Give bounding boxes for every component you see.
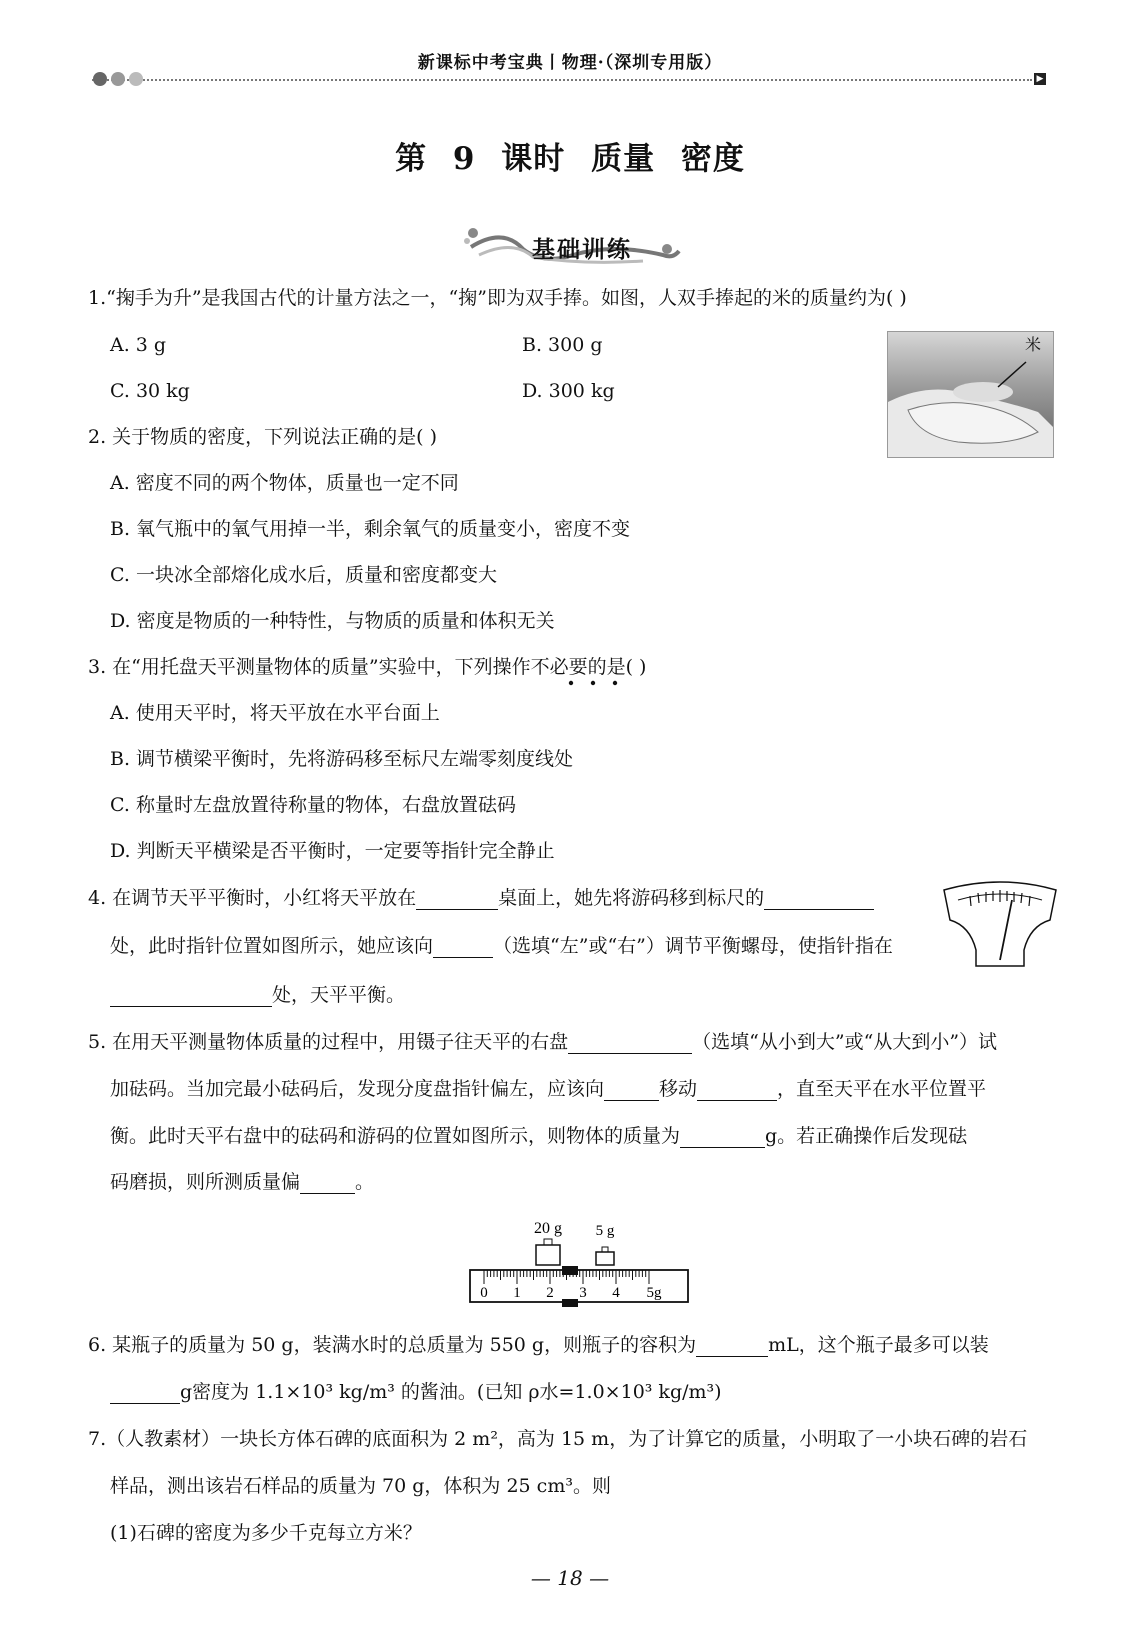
- q5-blank-2[interactable]: [604, 1080, 659, 1101]
- q1-option-d: D. 300 kg: [522, 380, 615, 402]
- q5-text-4: 移动: [659, 1078, 698, 1100]
- q5-text-8: 码磨损，则所测质量偏: [110, 1171, 301, 1193]
- q3-option-b: B. 调节横梁平衡时，先将游码移至标尺左端零刻度线处: [110, 748, 574, 770]
- q4-text-1: 4. 在调节天平平衡时，小红将天平放在: [88, 887, 417, 909]
- rice-label: 米: [1025, 335, 1042, 354]
- q7-line3: (1)石碑的密度为多少千克每立方米？: [110, 1522, 422, 1544]
- q1-option-a: A. 3 g: [110, 334, 167, 356]
- tick-label: 1: [513, 1285, 521, 1301]
- q4-text-4: （选填“左”或“右”）调节平衡螺母，使指针指在: [493, 935, 893, 957]
- q2-option-a: A. 密度不同的两个物体，质量也一定不同: [110, 472, 459, 494]
- q5-text-3: 加砝码。当加完最小砝码后，发现分度盘指针偏左，应该向: [110, 1078, 605, 1100]
- lesson-title: 第 9 课时 质量 密度: [395, 141, 745, 177]
- q6-line1: [88, 1333, 989, 1357]
- rider-bottom: [562, 1299, 578, 1307]
- q5-blank-1[interactable]: [568, 1033, 692, 1054]
- q4-blank-1[interactable]: [416, 889, 498, 910]
- q5-text-7: g。若正确操作后发现砝: [765, 1125, 968, 1147]
- q2-option-c: C. 一块冰全部熔化成水后，质量和密度都变大: [110, 564, 497, 586]
- weights-and-scale-figure: [460, 1215, 700, 1310]
- q5-line1: [88, 1030, 997, 1054]
- q3-option-c: C. 称量时左盘放置待称量的物体，右盘放置砝码: [110, 794, 516, 816]
- q4-text-3: 处，此时指针位置如图所示，她应该向: [110, 935, 434, 957]
- q6-text-1: 6. 某瓶子的质量为 50 g，装满水时的总质量为 550 g，则瓶子的容积为: [88, 1334, 697, 1356]
- emphasis-dots: [563, 679, 623, 687]
- q6-text-3: g密度为 1.1×10³ kg/m³ 的酱油。(已知 ρ水=1.0×10³ kg/m³): [180, 1381, 722, 1403]
- q4-line3: [110, 983, 405, 1007]
- tick-label: 4: [612, 1285, 620, 1301]
- q6-blank-2[interactable]: [110, 1383, 180, 1404]
- q3-option-a: A. 使用天平时，将天平放在水平台面上: [110, 702, 440, 724]
- q5-blank-3[interactable]: [697, 1080, 777, 1101]
- q3-stem: 3. 在“用托盘天平测量物体的质量”实验中，下列操作不必要的是( ): [88, 656, 647, 678]
- q1-stem: 1.“掬手为升”是我国古代的计量方法之一，“掬”即为双手捧。如图，人双手捧起的米的质量约为( ): [88, 287, 907, 309]
- q4-text-5: 处，天平平衡。: [272, 984, 406, 1006]
- q5-blank-4[interactable]: [680, 1127, 765, 1148]
- q2-stem: 2. 关于物质的密度，下列说法正确的是( ): [88, 426, 438, 448]
- q5-line2: [110, 1077, 986, 1101]
- header-dot-icon: [111, 72, 125, 86]
- q1-option-b: B. 300 g: [522, 334, 603, 356]
- q5-blank-5[interactable]: [300, 1173, 355, 1194]
- q7-line1: 7.（人教素材）一块长方体石碑的底面积为 2 m²，高为 15 m，为了计算它的质量，小明取了一小块石碑的岩石: [88, 1428, 1028, 1450]
- q2-option-d: D. 密度是物质的一种特性，与物质的质量和体积无关: [110, 610, 555, 632]
- tick-label: 5g: [646, 1285, 662, 1301]
- q5-text-9: 。: [355, 1171, 375, 1193]
- q6-text-2: mL，这个瓶子最多可以装: [768, 1334, 989, 1356]
- q4-line1: [88, 886, 874, 910]
- q6-blank-1[interactable]: [696, 1336, 768, 1357]
- page-number: — 18 —: [530, 1566, 610, 1590]
- weight-5g-label: 5 g: [595, 1223, 615, 1239]
- q4-blank-3[interactable]: [433, 937, 493, 958]
- header-dot-icon: [93, 72, 107, 86]
- header-divider: [92, 79, 1032, 81]
- weight-20g-label: 20 g: [534, 1220, 562, 1237]
- section-label: 基础训练: [532, 236, 632, 263]
- tick-label: 2: [546, 1285, 554, 1301]
- q3-option-d: D. 判断天平横梁是否平衡时，一定要等指针完全静止: [110, 840, 555, 862]
- q4-text-2: 桌面上，她先将游码移到标尺的: [498, 887, 765, 909]
- q2-option-b: B. 氧气瓶中的氧气用掉一半，剩余氧气的质量变小，密度不变: [110, 518, 631, 540]
- rider-top: [562, 1266, 578, 1275]
- q1-option-c: C. 30 kg: [110, 380, 190, 402]
- q5-text-1: 5. 在用天平测量物体质量的过程中，用镊子往天平的右盘: [88, 1031, 569, 1053]
- tick-label: 3: [579, 1285, 587, 1301]
- q6-line2: [110, 1380, 722, 1404]
- q4-blank-2[interactable]: [764, 889, 874, 910]
- q5-text-5: ，直至天平在水平位置平: [777, 1078, 987, 1100]
- play-arrow-icon: ▶: [1034, 73, 1046, 85]
- q5-text-6: 衡。此时天平右盘中的砝码和游码的位置如图所示，则物体的质量为: [110, 1125, 681, 1147]
- q4-line2: [110, 934, 893, 958]
- q5-text-2: （选填“从小到大”或“从大到小”）试: [692, 1031, 998, 1053]
- q4-blank-4[interactable]: [110, 986, 272, 1007]
- header-dot-icon: [129, 72, 143, 86]
- q7-line2: 样品，测出该岩石样品的质量为 70 g，体积为 25 cm³。则: [110, 1475, 611, 1497]
- weight-5g-icon: [596, 1247, 614, 1265]
- q5-line4: [110, 1170, 374, 1194]
- tick-label: 0: [480, 1285, 488, 1301]
- q5-line3: [110, 1124, 967, 1148]
- balance-pointer-dial-figure: [940, 880, 1060, 970]
- weight-20g-icon: [536, 1239, 560, 1265]
- book-header: 新课标中考宝典丨物理·（深圳专用版）: [417, 53, 723, 73]
